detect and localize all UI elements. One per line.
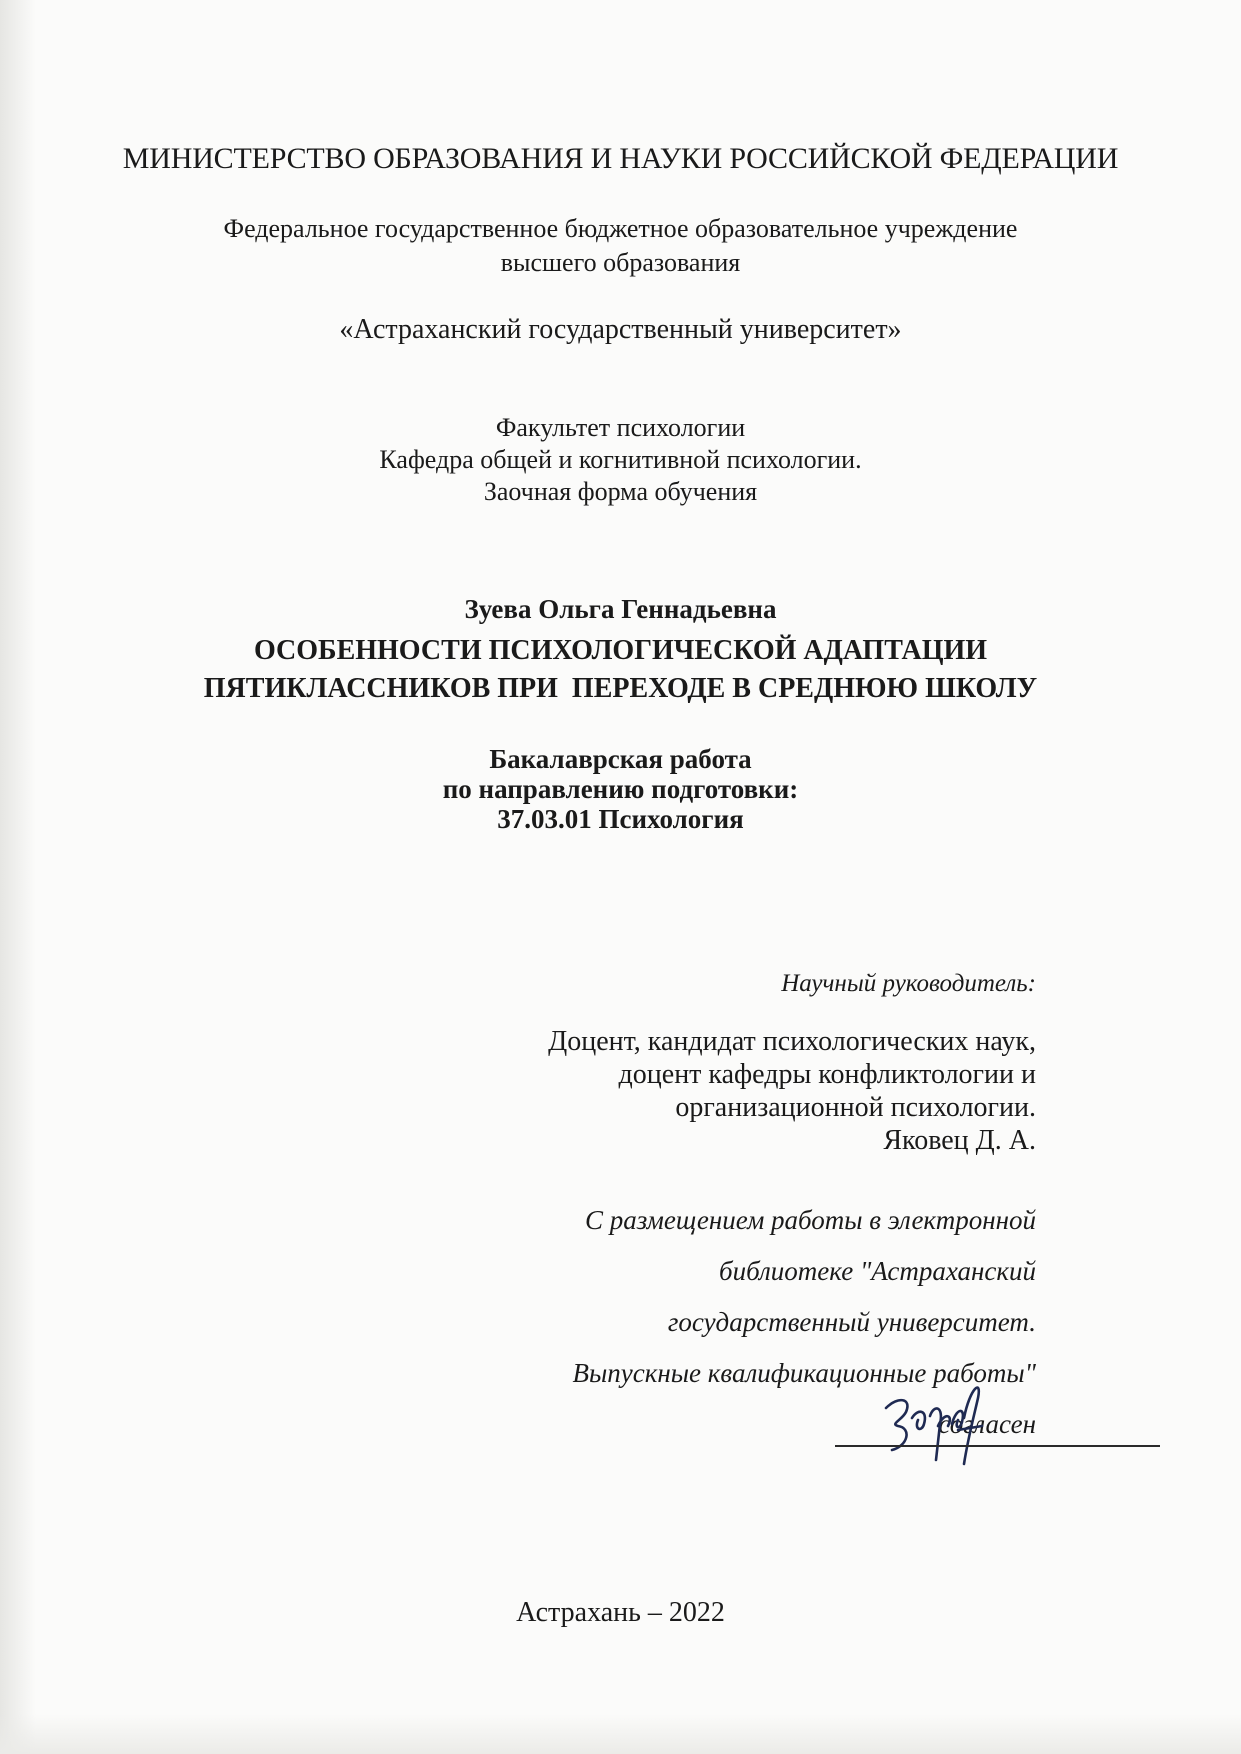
work-type-block	[0, 744, 1241, 834]
supervisor-line-2: доцент кафедры конфликтологии и	[618, 1059, 1036, 1090]
ministry-heading: МИНИСТЕРСТВО ОБРАЗОВАНИЯ И НАУКИ РОССИЙСКОЙ ФЕДЕРАЦИИ	[122, 142, 1119, 175]
work-type: Бакалаврская работа	[489, 744, 752, 774]
faculty-block	[0, 412, 1241, 508]
institution-line-1: Федеральное государственное бюджетное образовательное учреждение	[223, 214, 1018, 243]
faculty-name: Факультет психологии	[495, 413, 746, 442]
thesis-title-line-2: ПЯТИКЛАССНИКОВ ПРИ ПЕРЕХОДЕ В СРЕДНЮЮ ШКОЛУ	[203, 673, 1038, 704]
city-year: Астрахань – 2022	[516, 1597, 725, 1628]
supervisor-line-1: Доцент, кандидат психологических наук,	[548, 1026, 1036, 1057]
signature-line	[835, 1445, 1160, 1447]
supervisor-name: Яковец Д. А.	[883, 1125, 1036, 1156]
thesis-title	[0, 632, 1241, 708]
supervisor-heading: Научный руководитель:	[781, 970, 1036, 997]
institution-line-2: высшего образования	[500, 248, 741, 277]
thesis-title-line-1: ОСОБЕННОСТИ ПСИХОЛОГИЧЕСКОЙ АДАПТАЦИИ	[253, 635, 988, 666]
consent-line-3: государственный университет.	[667, 1307, 1036, 1337]
department-name: Кафедра общей и когнитивной психологии.	[379, 445, 862, 474]
author-name: Зуева Ольга Геннадьевна	[464, 594, 777, 624]
direction-label: по направлению подготовки:	[442, 774, 799, 804]
university-name: «Астраханский государственный университет»	[339, 314, 902, 345]
consent-line-1: С размещением работы в электронной	[584, 1205, 1036, 1235]
direction-code: 37.03.01 Психология	[497, 804, 744, 834]
consent-line-4: Выпускные квалификационные работы"	[572, 1358, 1036, 1388]
consent-line-5: согласен	[938, 1409, 1036, 1439]
handwritten-signature	[878, 1368, 988, 1468]
institution-type	[0, 212, 1241, 280]
supervisor-info	[548, 1025, 1036, 1157]
study-form: Заочная форма обучения	[483, 477, 758, 506]
consent-line-2: библиотеке "Астраханский	[719, 1256, 1036, 1286]
supervisor-line-3: организационной психологии.	[675, 1092, 1036, 1123]
